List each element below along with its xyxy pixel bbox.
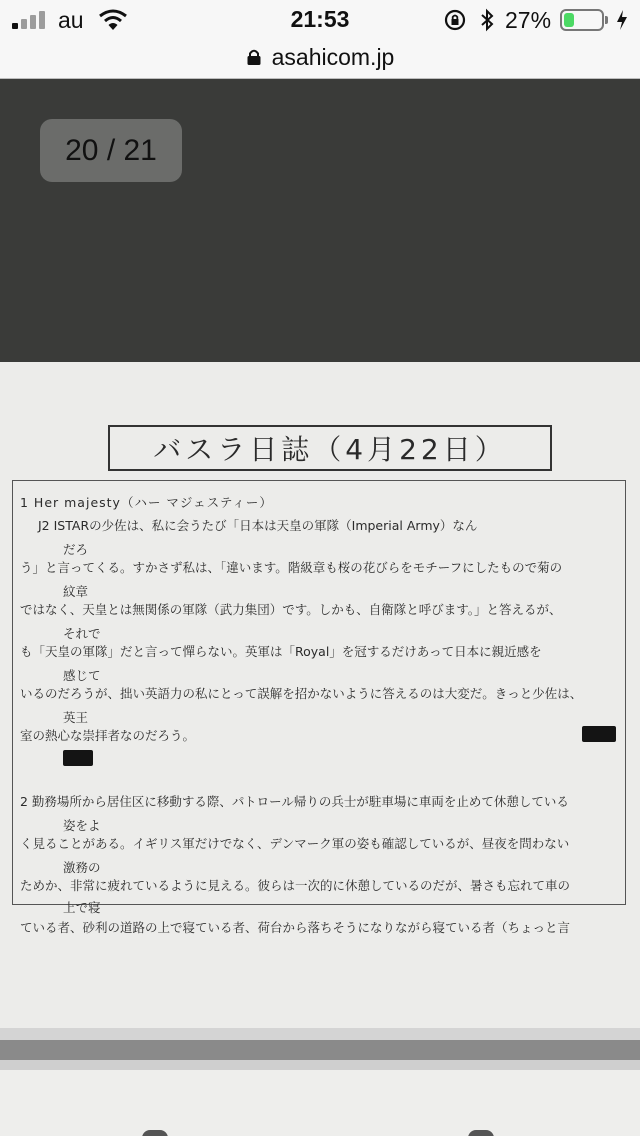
document-line: いるのだろうが、拙い英語力の私にとって誤解を招かないように答えるのは大変だ。きっと少佐は、 — [20, 686, 583, 701]
document-line: く見ることがある。イギリス軍だけでなく、デンマーク軍の姿も確認しているが、昼夜を問わない — [20, 836, 570, 851]
carrier-label: au — [58, 7, 84, 33]
next-document-page[interactable] — [0, 1070, 640, 1136]
document-line: 1 Her majesty（ハー マジェスティー） — [20, 495, 273, 510]
document-line: ている者、砂利の道路の上で寝ている者、荷台から落ちそうになりながら寝ている者（ちょっと言 — [20, 920, 571, 935]
charging-icon — [615, 8, 629, 32]
document-line: 英王 — [63, 710, 89, 725]
battery-cap — [605, 16, 608, 24]
padlock-icon — [246, 48, 262, 66]
document-line: それで — [63, 626, 101, 641]
clock: 21:53 — [290, 6, 350, 32]
document-line: J2 ISTARの少佐は、私に会うたび「日本は天皇の軍隊（Imperial Army）なん — [38, 518, 478, 533]
redaction-mark — [63, 750, 93, 766]
status-bar — [0, 0, 640, 40]
document-line: だろ — [63, 542, 89, 557]
document-line: ではなく、天皇とは無関係の軍隊（武力集団）です。しかも、自衛隊と呼びます。」と答えるが、 — [20, 602, 562, 617]
orientation-lock-icon — [443, 8, 467, 32]
page-divider — [0, 1040, 640, 1060]
next-page-fragment — [142, 1130, 168, 1136]
document-line: 紋章 — [63, 584, 89, 599]
document-line: う」と言ってくる。すかさず私は、「違います。階級章も桜の花びらをモチーフにしたもので菊の — [20, 560, 563, 575]
address-bar[interactable] — [0, 40, 640, 79]
document-line: ためか、非常に疲れているように見える。彼らは一次的に休憩しているのだが、暑さも忘れて車の — [20, 878, 571, 893]
bluetooth-icon — [478, 8, 496, 32]
document-line: 上で寝 — [63, 900, 101, 915]
battery-level — [564, 13, 574, 27]
document-line: 感じて — [63, 668, 101, 683]
battery-percent: 27% — [505, 7, 552, 33]
document-line: 激務の — [63, 860, 101, 875]
document-line: 2 勤務場所から居住区に移動する際、パトロール帰りの兵士が駐車場に車両を止めて休憩している — [20, 794, 569, 809]
redaction-mark — [582, 726, 616, 742]
document-page[interactable] — [0, 362, 640, 1028]
document-line: 姿をよ — [63, 818, 101, 833]
document-line: も「天皇の軍隊」だと言って憚らない。英軍は「Royal」を冠するだけあって日本に親近感を — [20, 644, 542, 659]
page-counter: 20 / 21 — [40, 119, 182, 182]
next-page-fragment — [468, 1130, 494, 1136]
url-domain[interactable]: asahicom.jp — [271, 43, 395, 70]
battery-icon — [560, 9, 604, 31]
document-line: 室の熱心な崇拝者なのだろう。 — [20, 728, 196, 743]
page-gap — [0, 1028, 640, 1040]
document-title: バスラ日誌（4月22日） — [108, 425, 552, 471]
